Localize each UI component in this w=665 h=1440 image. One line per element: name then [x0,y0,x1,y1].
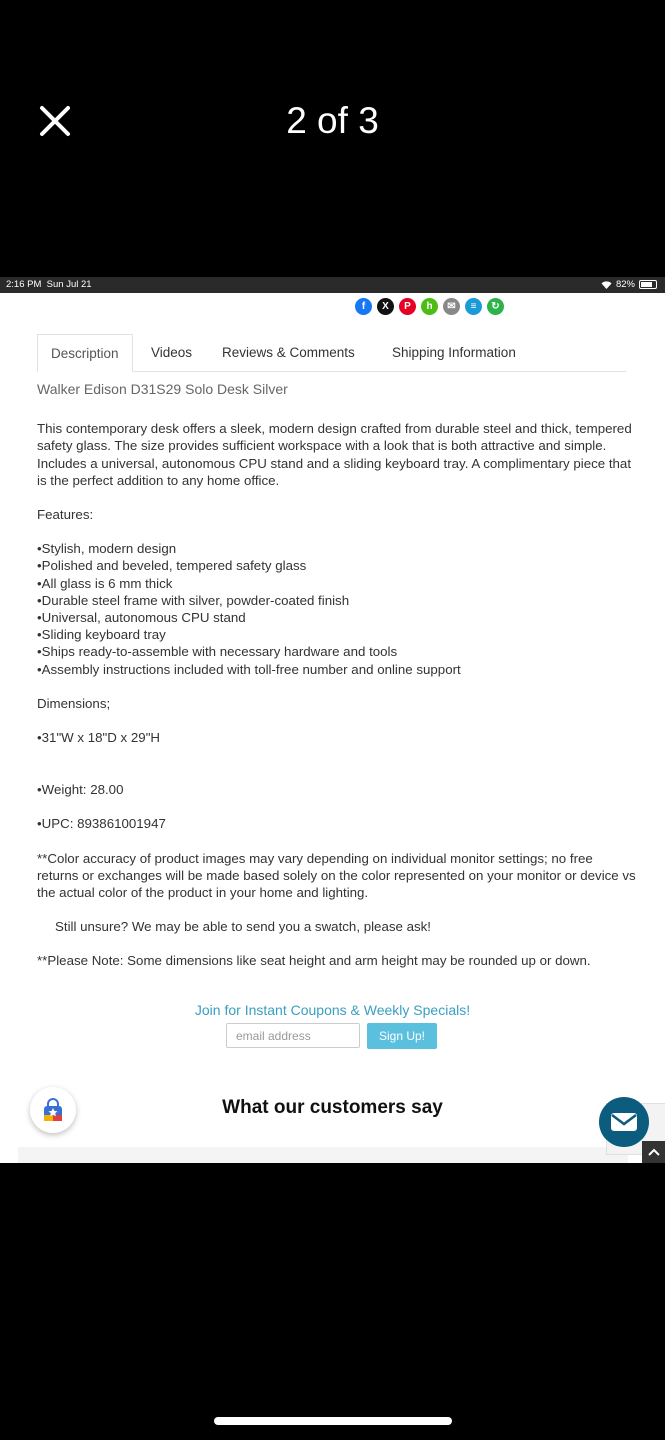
email-input[interactable] [226,1023,360,1048]
feature-item: • Polished and beveled, tempered safety glass [37,557,637,574]
feature-item: • Universal, autonomous CPU stand [37,609,637,626]
dimensions-note: **Please Note: Some dimensions like seat height and arm height may be rounded up or down. [37,953,591,969]
pinterest-icon[interactable]: P [399,298,416,315]
shopping-bag-icon [40,1097,66,1123]
x-twitter-icon[interactable]: X [377,298,394,315]
tab-shipping-information[interactable]: Shipping Information [392,345,516,360]
weight-list [37,781,637,798]
feature-item: • Ships ready-to-assemble with necessary hardware and tools [37,643,637,660]
battery-icon [639,280,657,289]
newsletter-link[interactable]: Join for Instant Coupons & Weekly Specials! [194,1002,471,1018]
product-tabs [37,334,626,372]
feature-item: • Sliding keyboard tray [37,626,637,643]
screenshot-image [0,277,665,1163]
houzz-icon[interactable]: h [421,298,438,315]
upc-list [37,815,637,832]
wifi-icon [601,281,612,289]
reviews-widget-strip [18,1147,628,1163]
status-time: 2:16 PM Sun Jul 21 [6,279,92,290]
facebook-icon[interactable]: f [355,298,372,315]
weight-value: • Weight: 28.00 [37,781,637,798]
image-counter: 2 of 3 [286,100,379,141]
dimensions-list [37,729,637,746]
tab-videos[interactable]: Videos [151,345,193,360]
tab-description[interactable]: Description [37,334,133,372]
chevron-up-icon [648,1148,660,1156]
dimensions-value: • 31"W x 18"D x 29"H [37,729,637,746]
chat-button[interactable] [599,1097,649,1147]
feature-item: • All glass is 6 mm thick [37,575,637,592]
color-accuracy-note: **Color accuracy of product images may vary depending on individual monitor settings; no free returns or exchanges will be made based solely on the color represented on your monitor or device vs the actual color of the product in your home and lighting. [37,850,636,901]
messenger-icon[interactable]: ≡ [465,298,482,315]
feature-item: • Assembly instructions included with toll-free number and online support [37,661,637,678]
home-indicator[interactable] [214,1417,452,1425]
feature-item: • Durable steel frame with silver, powder-coated finish [37,592,637,609]
battery-percent: 82% [615,279,635,290]
status-bar [0,277,665,293]
feature-item: • Stylish, modern design [37,540,637,557]
sign-up-button[interactable]: Sign Up! [367,1023,437,1049]
tab-reviews-comments[interactable]: Reviews & Comments [222,345,355,360]
scroll-to-top-button[interactable] [642,1141,665,1163]
features-label: Features: [37,507,94,523]
email-icon[interactable]: ✉ [443,298,460,315]
shopping-badge-button[interactable] [30,1087,76,1133]
dimensions-label: Dimensions; [37,695,111,711]
features-list [37,540,637,678]
mail-icon [610,1112,638,1132]
product-intro: This contemporary desk offers a sleek, modern design crafted from durable steel and thick, tempered safety glass. The size provides sufficient workspace with a look that is both attractive and simple. Includes a universal, autonomous CPU stand and a sliding keyboard tray. A complimentary piece that is the perfect addition to any home office. [37,421,632,488]
swatch-note: Still unsure? We may be able to send you a swatch, please ask! [55,919,431,935]
description-content [37,381,637,970]
product-title: Walker Edison D31S29 Solo Desk Silver [37,381,288,397]
share-icon[interactable]: ↻ [487,298,504,315]
share-icons-row [355,298,504,315]
upc-value: • UPC: 893861001947 [37,815,637,832]
reviews-heading: What our customers say [222,1097,443,1118]
